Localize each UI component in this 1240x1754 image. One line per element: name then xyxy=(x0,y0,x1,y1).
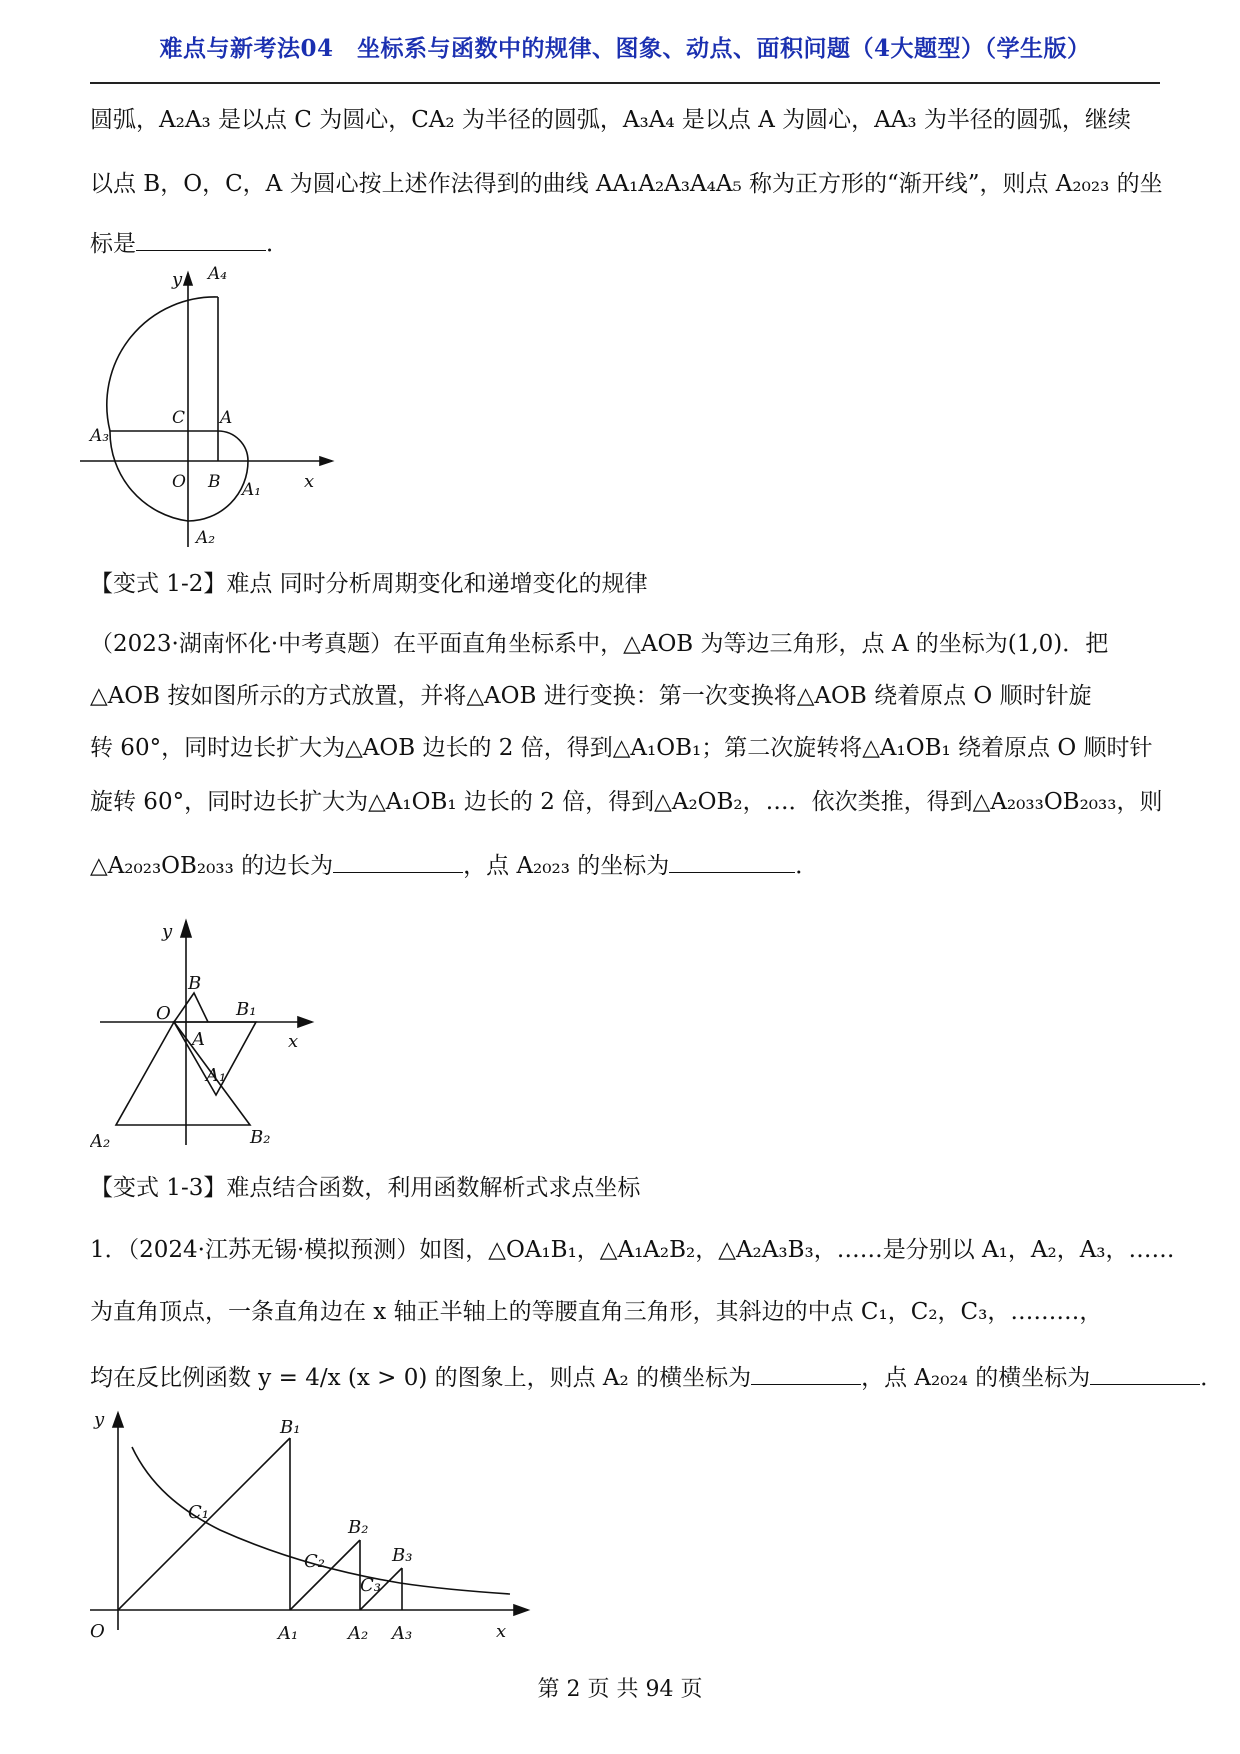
y-axis-arrow xyxy=(113,1413,123,1427)
label-a: A xyxy=(192,1029,205,1050)
variant-1-3-line1: 1．（2024·江苏无锡·模拟预测）如图，△OA₁B₁，△A₁A₂B₂，△A₂A₃B₃，……是分别以 A₁，A₂，A₃，…… xyxy=(90,1237,1175,1263)
y-axis-arrow xyxy=(181,921,191,937)
answer-blank-a2023-coord[interactable] xyxy=(669,850,795,873)
arc-a3-a4 xyxy=(107,297,218,431)
variant-1-2-line5-b: ，点 A₂₀₂₃ 的坐标为 xyxy=(463,853,670,879)
label-c: C xyxy=(172,408,186,428)
label-b: B xyxy=(188,973,202,994)
variant-1-3-line3: 均在反比例函数 y = 4/x (x > 0) 的图象上，则点 A₂ 的横坐标为 ，点 A₂₀₂₄ 的横坐标为 ． xyxy=(90,1362,1223,1394)
header-divider xyxy=(90,82,1160,84)
page-footer: 第 2 页 共 94 页 xyxy=(537,1677,703,1702)
label-c2: C₂ xyxy=(304,1551,325,1572)
variant-1-2-line5-a: △A₂₀₂₃OB₂₀₃₃ 的边长为 xyxy=(90,853,334,879)
variant-1-3-line2: 为直角顶点，一条直角边在 x 轴正半轴上的等腰直角三角形，其斜边的中点 C₁，C₂，C₃，………， xyxy=(90,1299,1103,1325)
variant-1-3-line3-b: ，点 A₂₀₂₄ 的横坐标为 xyxy=(861,1365,1091,1391)
variant-1-2-line1: （2023·湖南怀化·中考真题）在平面直角坐标系中，△AOB 为等边三角形，点 A 的坐标为(1,0)．把 xyxy=(90,631,1109,657)
page-header-title: 难点与新考法04 坐标系与函数中的规律、图象、动点、面积问题（4大题型）（学生版） xyxy=(159,35,1091,62)
problem1-line3: 标是 ． xyxy=(90,228,289,260)
label-a4: A₄ xyxy=(208,265,228,284)
label-o: O xyxy=(172,472,186,492)
y-axis-arrow xyxy=(184,273,192,285)
label-y: y xyxy=(94,1409,105,1430)
variant-1-3-line3-a: 均在反比例函数 y = 4/x (x > 0) 的图象上，则点 A₂ 的横坐标为 xyxy=(90,1365,752,1391)
variant-1-2-line4: 旋转 60°，同时边长扩大为△A₁OB₁ 边长的 2 倍，得到△A₂OB₂，…．依次类推，得到△A₂₀₃₃OB₂₀₃₃，则 xyxy=(90,789,1163,815)
label-a3: A₃ xyxy=(392,1623,413,1644)
label-x: x xyxy=(304,471,315,492)
variant-1-2-line3: 转 60°，同时边长扩大为△AOB 边长的 2 倍，得到△A₁OB₁；第二次旋转将△A₁OB₁ 绕着原点 O 顺时针 xyxy=(90,735,1153,761)
label-a2: A₂ xyxy=(90,1131,111,1152)
label-c3: C₃ xyxy=(360,1575,381,1596)
label-b1: B₁ xyxy=(236,999,257,1020)
x-axis-arrow xyxy=(320,457,332,465)
involute-figure xyxy=(80,265,360,555)
label-o: O xyxy=(156,1003,171,1024)
label-a: A xyxy=(220,408,233,428)
variant-1-2-line5: △A₂₀₂₃OB₂₀₃₃ 的边长为 ，点 A₂₀₂₃ 的坐标为 ． xyxy=(90,850,818,882)
problem1-line1: 圆弧，A₂A₃ 是以点 C 为圆心，CA₂ 为半径的圆弧，A₃A₄ 是以点 A 为圆心，AA₃ 为半径的圆弧，继续 xyxy=(90,107,1131,133)
label-x: x xyxy=(288,1031,299,1052)
variant-1-2-line2: △AOB 按如图所示的方式放置，并将△AOB 进行变换：第一次变换将△AOB 绕着原点 O 顺时针旋 xyxy=(90,683,1092,709)
label-a2: A₂ xyxy=(348,1623,369,1644)
label-b: B xyxy=(208,472,221,492)
problem1-line3-text: 标是 xyxy=(90,231,136,257)
label-y: y xyxy=(162,921,173,942)
x-axis-arrow xyxy=(514,1605,528,1615)
label-a1: A₁ xyxy=(206,1065,227,1086)
label-b2: B₂ xyxy=(348,1517,369,1538)
label-b3: B₃ xyxy=(392,1545,413,1566)
triangle-figure xyxy=(90,915,330,1155)
triangle2-hypotenuse xyxy=(290,1540,360,1610)
variant-1-2-heading: 【变式 1-2】难点 同时分析周期变化和递增变化的规律 xyxy=(90,571,648,597)
inverse-function-figure xyxy=(80,1405,540,1645)
label-a1: A₁ xyxy=(242,480,262,500)
label-a2: A₂ xyxy=(196,528,216,548)
x-axis-arrow xyxy=(298,1017,312,1027)
triangle1-hypotenuse xyxy=(118,1438,290,1610)
label-b1: B₁ xyxy=(280,1417,301,1438)
answer-blank-a2-x[interactable] xyxy=(751,1362,861,1385)
problem1-line2: 以点 B，O，C，A 为圆心按上述作法得到的曲线 AA₁A₂A₃A₄A₅ 称为正方形的“渐开线”，则点 A₂₀₂₃ 的坐 xyxy=(90,171,1163,197)
label-b2: B₂ xyxy=(250,1127,271,1148)
variant-1-3-heading: 【变式 1-3】难点结合函数，利用函数解析式求点坐标 xyxy=(90,1175,641,1201)
answer-blank-side-length[interactable] xyxy=(333,850,463,873)
arc-a-a1 xyxy=(218,431,248,461)
label-a3: A₃ xyxy=(90,426,110,446)
answer-blank-a2024-x[interactable] xyxy=(1090,1362,1200,1385)
label-x: x xyxy=(496,1621,507,1642)
label-y: y xyxy=(172,269,183,290)
answer-blank[interactable] xyxy=(136,228,266,251)
label-a1: A₁ xyxy=(278,1623,299,1644)
triangle-aob xyxy=(174,993,208,1022)
label-c1: C₁ xyxy=(188,1502,209,1523)
label-o: O xyxy=(90,1621,105,1642)
